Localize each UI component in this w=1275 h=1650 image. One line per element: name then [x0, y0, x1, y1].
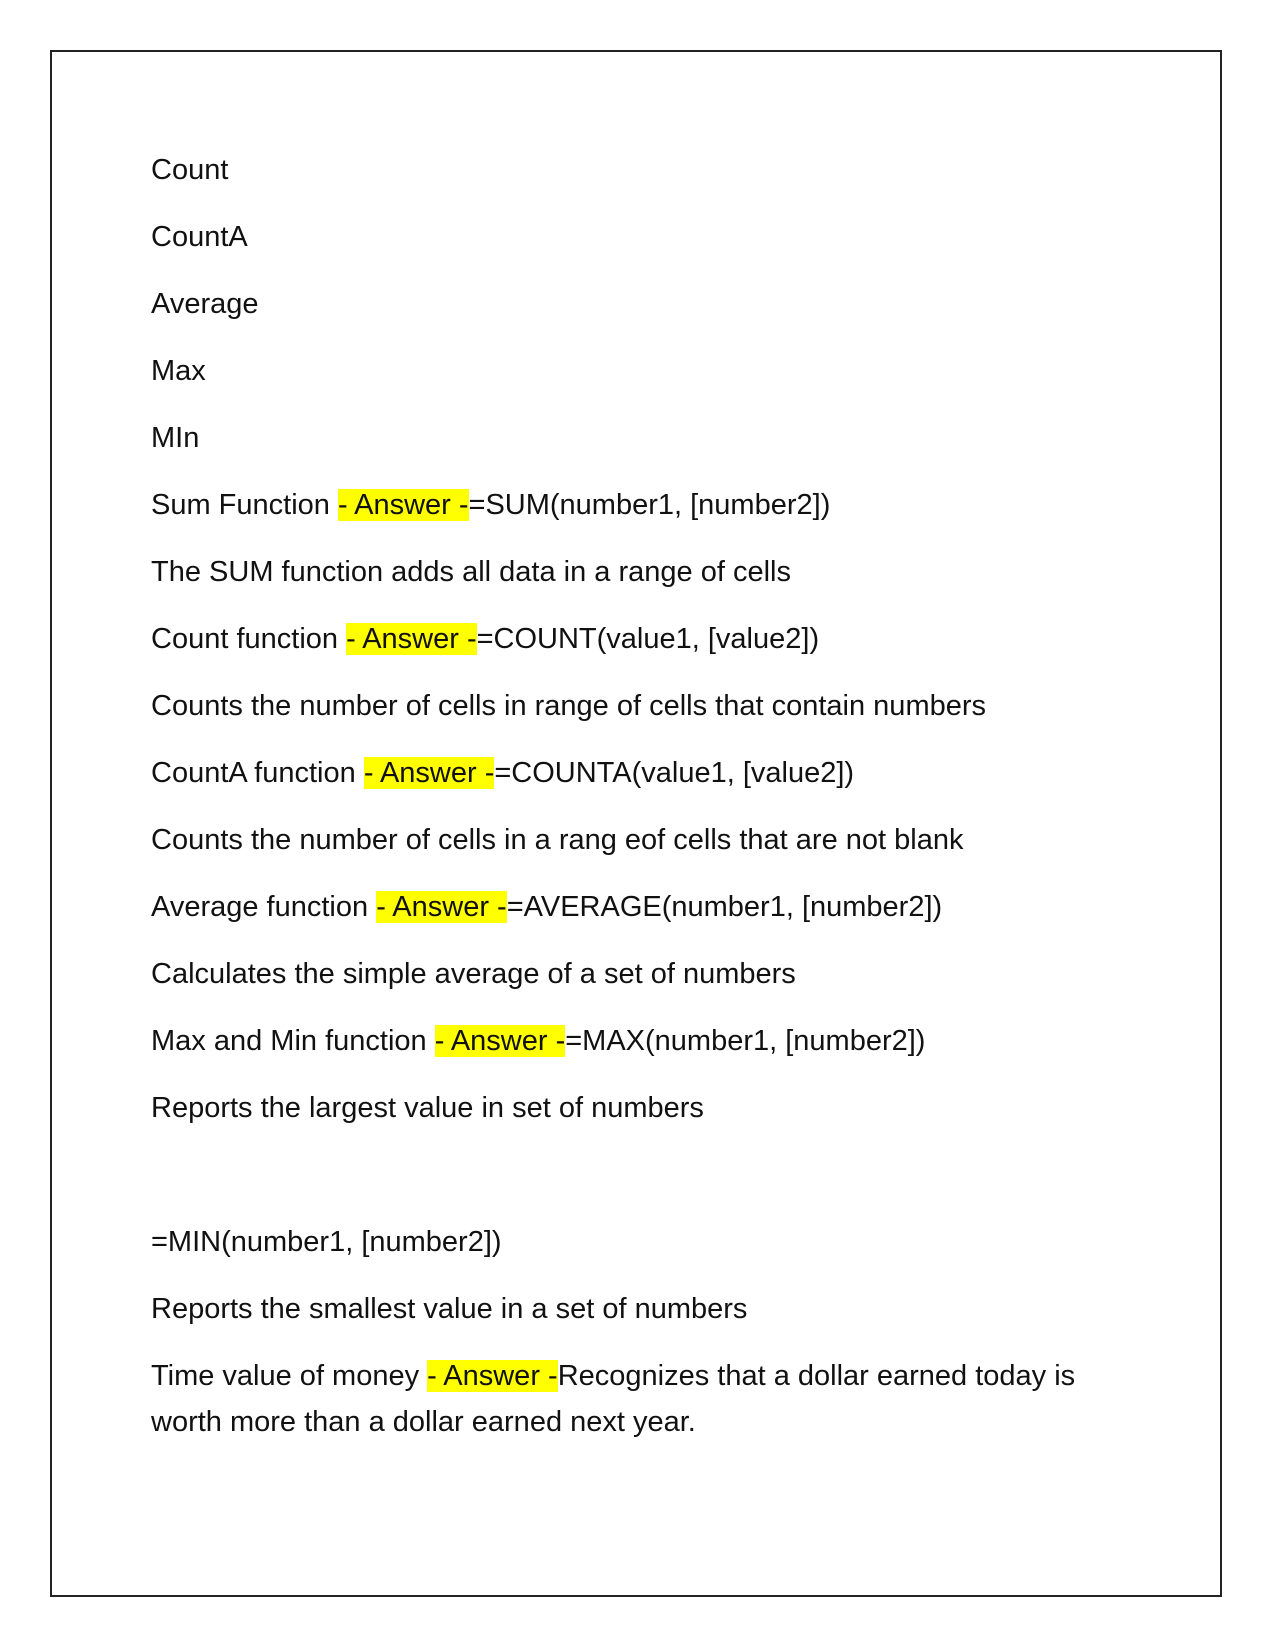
- answer-text: =COUNTA(value1, [value2]): [494, 757, 855, 789]
- text-line: Reports the largest value in set of numbers: [151, 1092, 704, 1124]
- text-line: Counts the number of cells in a rang eof cells that are not blank: [151, 824, 964, 856]
- question-answer-line: [151, 482, 1141, 528]
- answer-marker: - Answer -: [376, 891, 507, 923]
- text-line: The SUM function adds all data in a range of cells: [151, 556, 791, 588]
- answer-marker: - Answer -: [363, 757, 495, 789]
- answer-text: =COUNT(value1, [value2]): [476, 623, 820, 655]
- text-line: Calculates the simple average of a set of numbers: [151, 958, 796, 990]
- answer-text: =AVERAGE(number1, [number2]): [506, 891, 943, 923]
- answer-marker: - Answer -: [427, 1360, 558, 1392]
- answer-text: Recognizes that a dollar earned today is worth more than a dollar earned next year.: [151, 1360, 1076, 1438]
- text-line: MIn: [151, 422, 200, 454]
- answer-marker: - Answer -: [346, 623, 477, 655]
- answer-marker: - Answer -: [337, 489, 469, 521]
- text-line: CountA: [151, 221, 248, 253]
- question-answer-line: [151, 884, 1141, 930]
- answer-text: =MAX(number1, [number2]): [565, 1025, 926, 1057]
- text-line: Reports the smallest value in a set of numbers: [151, 1293, 748, 1325]
- question-answer-line: [151, 1353, 1141, 1445]
- question-answer-line: [151, 616, 1141, 662]
- document-body: [151, 147, 1141, 1466]
- text-line: Count: [151, 154, 229, 186]
- question-term: Count function: [151, 623, 347, 655]
- answer-text: =SUM(number1, [number2]): [468, 489, 831, 521]
- answer-marker: - Answer -: [434, 1025, 566, 1057]
- text-line: Counts the number of cells in range of cells that contain numbers: [151, 690, 987, 722]
- question-answer-line: [151, 1018, 1141, 1064]
- question-term: Time value of money: [151, 1360, 428, 1392]
- question-answer-line: [151, 750, 1141, 796]
- text-line: Max: [151, 355, 206, 387]
- question-term: Sum Function: [151, 489, 338, 521]
- text-line: =MIN(number1, [number2]): [151, 1226, 502, 1258]
- blank-line: [151, 1152, 1141, 1198]
- question-term: CountA function: [151, 757, 364, 789]
- question-term: Average function: [151, 891, 377, 923]
- text-line: Average: [151, 288, 259, 320]
- question-term: Max and Min function: [151, 1025, 435, 1057]
